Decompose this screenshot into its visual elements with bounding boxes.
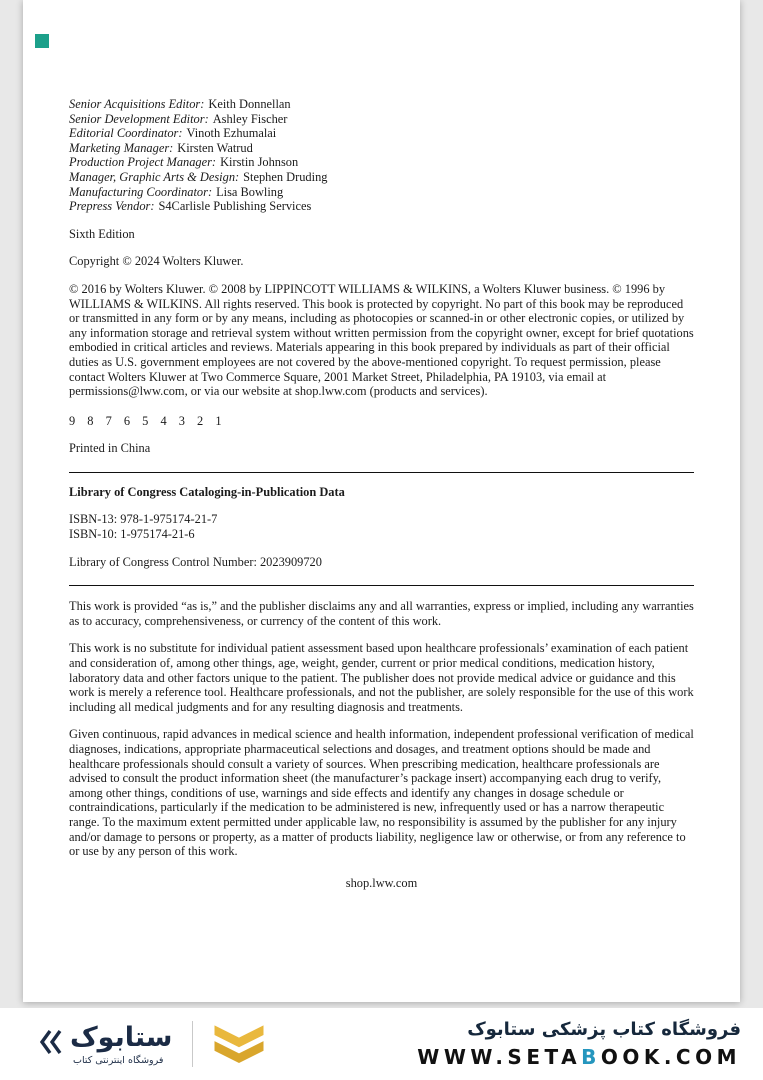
footer-store-info bbox=[417, 1019, 741, 1070]
credit-label: Manufacturing Coordinator: bbox=[69, 184, 213, 199]
credit-value: Lisa Bowling bbox=[216, 184, 284, 199]
loc-number-line: Library of Congress Control Number: 2023909720 bbox=[69, 554, 322, 569]
edition-line: Sixth Edition bbox=[69, 226, 135, 241]
document-page bbox=[23, 0, 740, 1002]
gold-chevrons-icon bbox=[211, 1018, 267, 1070]
credit-value: Kirsten Watrud bbox=[177, 140, 253, 155]
disclaimer-paragraph-3: Given continuous, rapid advances in medical science and health information, independent professional verification of medical diagnoses, indications, appropriate pharmaceutical selections and dosages, and treatment options should be made and healthcare professionals should consult a variety of sources. When prescribing medication, healthcare professionals are advised to consult the product information sheet (the manufacturer’s package insert) accompanying each drug to verify, among other things, conditions of use, warnings and side effects and identify any changes in dosage schedule or contraindications, particularly if the medication to be administered is new, infrequently used or has a narrow therapeutic range. To the maximum extent permitted under applicable law, no responsibility is assumed by the publisher for any injury and/or damage to persons or property, as a matter of products liability, negligence law or otherwise, or from any reference to or use by any person of this work. bbox=[69, 727, 694, 859]
credit-label: Senior Acquisitions Editor: bbox=[69, 97, 205, 111]
isbn-block bbox=[69, 512, 694, 541]
credit-value: Ashley Fischer bbox=[212, 111, 288, 126]
disclaimer-paragraph-1: This work is provided “as is,” and the publisher disclaims any and all warranties, express or implied, including any warranties as to accuracy, comprehensiveness, or currency of the content of this work. bbox=[69, 599, 694, 628]
credit-label: Marketing Manager: bbox=[69, 140, 174, 155]
copyright-paragraph: © 2016 by Wolters Kluwer. © 2008 by LIPPINCOTT WILLIAMS & WILKINS, a Wolters Kluwer business. © 1996 by WILLIAMS & WILKINS. All rights reserved. This book is protected by copyright. No part of this book may be reproduced or transmitted in any form or by any means, including as photocopies or scanned-in or other electronic copies, or utilized by any information storage and retrieval system without written permission from the copyright owner, except for brief quotations embodied in critical articles and reviews. Materials appearing in this book prepared by individuals as part of their official duties as U.S. government employees are not covered by the above-mentioned copyright. To request permission, please contact Wolters Kluwer at Two Commerce Square, 2001 Market Street, Philadelphia, PA 19103, via email at permissions@lww.com, or via our website at shop.lww.com (products and services). bbox=[69, 281, 694, 399]
credit-value: Keith Donnellan bbox=[208, 97, 291, 111]
page-marker bbox=[35, 34, 49, 48]
copyright-page-content bbox=[69, 0, 694, 890]
divider-rule-top bbox=[69, 472, 694, 473]
credit-line bbox=[69, 155, 694, 170]
isbn10-line: ISBN-10: 1-975174-21-6 bbox=[69, 527, 195, 542]
credit-label: Manager, Graphic Arts & Design: bbox=[69, 169, 240, 184]
divider-rule-bottom bbox=[69, 585, 694, 586]
store-title-fa: فروشگاه کتاب پزشکی ستابوک bbox=[467, 1018, 741, 1040]
disclaimer-paragraph-2: This work is no substitute for individual patient assessment based upon healthcare professionals’ examination of each patient and consideration of, among other things, age, weight, gender, current or prior medical conditions, medication history, laboratory data and other factors unique to the patient. The publisher does not provide medical advice or guidance and this work is merely a reference tool. Healthcare professionals, and not the publisher, are solely responsible for the use of this work including all medical judgments and for any resulting diagnosis and treatments. bbox=[69, 641, 694, 714]
credit-label: Senior Development Editor: bbox=[69, 111, 209, 126]
logo-caption: فروشگاه اینترنتی کتاب bbox=[73, 1054, 164, 1066]
store-url-part2: OOK.COM bbox=[600, 1044, 741, 1069]
loc-heading: Library of Congress Cataloging-in-Publication Data bbox=[69, 484, 345, 499]
credit-line bbox=[69, 199, 694, 214]
credit-value: Stephen Druding bbox=[243, 169, 328, 184]
store-url-accent-letter: B bbox=[581, 1044, 601, 1069]
credit-value: Vinoth Ezhumalai bbox=[186, 126, 277, 141]
credit-value: S4Carlisle Publishing Services bbox=[158, 199, 312, 214]
footer-divider bbox=[192, 1021, 193, 1067]
credit-line bbox=[69, 185, 694, 200]
footer-bar bbox=[0, 1008, 763, 1080]
isbn13-line: ISBN-13: 978-1-975174-21-7 bbox=[69, 512, 218, 527]
store-url-part1: WWW.SETA bbox=[417, 1044, 582, 1069]
setabook-logo[interactable] bbox=[38, 1023, 172, 1066]
credit-value: Kirstin Johnson bbox=[220, 155, 299, 170]
logo-wordmark: ستابوک bbox=[70, 1021, 173, 1053]
credit-line bbox=[69, 97, 694, 112]
credit-label: Production Project Manager: bbox=[69, 155, 217, 170]
store-url-link[interactable] bbox=[417, 1044, 741, 1070]
credit-line bbox=[69, 141, 694, 156]
credit-label: Prepress Vendor: bbox=[69, 199, 155, 214]
printed-in-line: Printed in China bbox=[69, 441, 151, 456]
credits-block bbox=[69, 97, 694, 214]
credit-line bbox=[69, 126, 694, 141]
credit-line bbox=[69, 170, 694, 185]
logo-text-stack bbox=[64, 1023, 172, 1066]
credit-line bbox=[69, 112, 694, 127]
printing-run-line: 9 8 7 6 5 4 3 2 1 bbox=[69, 413, 222, 428]
publisher-website-link[interactable]: shop.lww.com bbox=[345, 875, 418, 890]
double-chevron-left-icon bbox=[38, 1027, 64, 1061]
copyright-line: Copyright © 2024 Wolters Kluwer. bbox=[69, 254, 244, 269]
credit-label: Editorial Coordinator: bbox=[69, 126, 183, 141]
